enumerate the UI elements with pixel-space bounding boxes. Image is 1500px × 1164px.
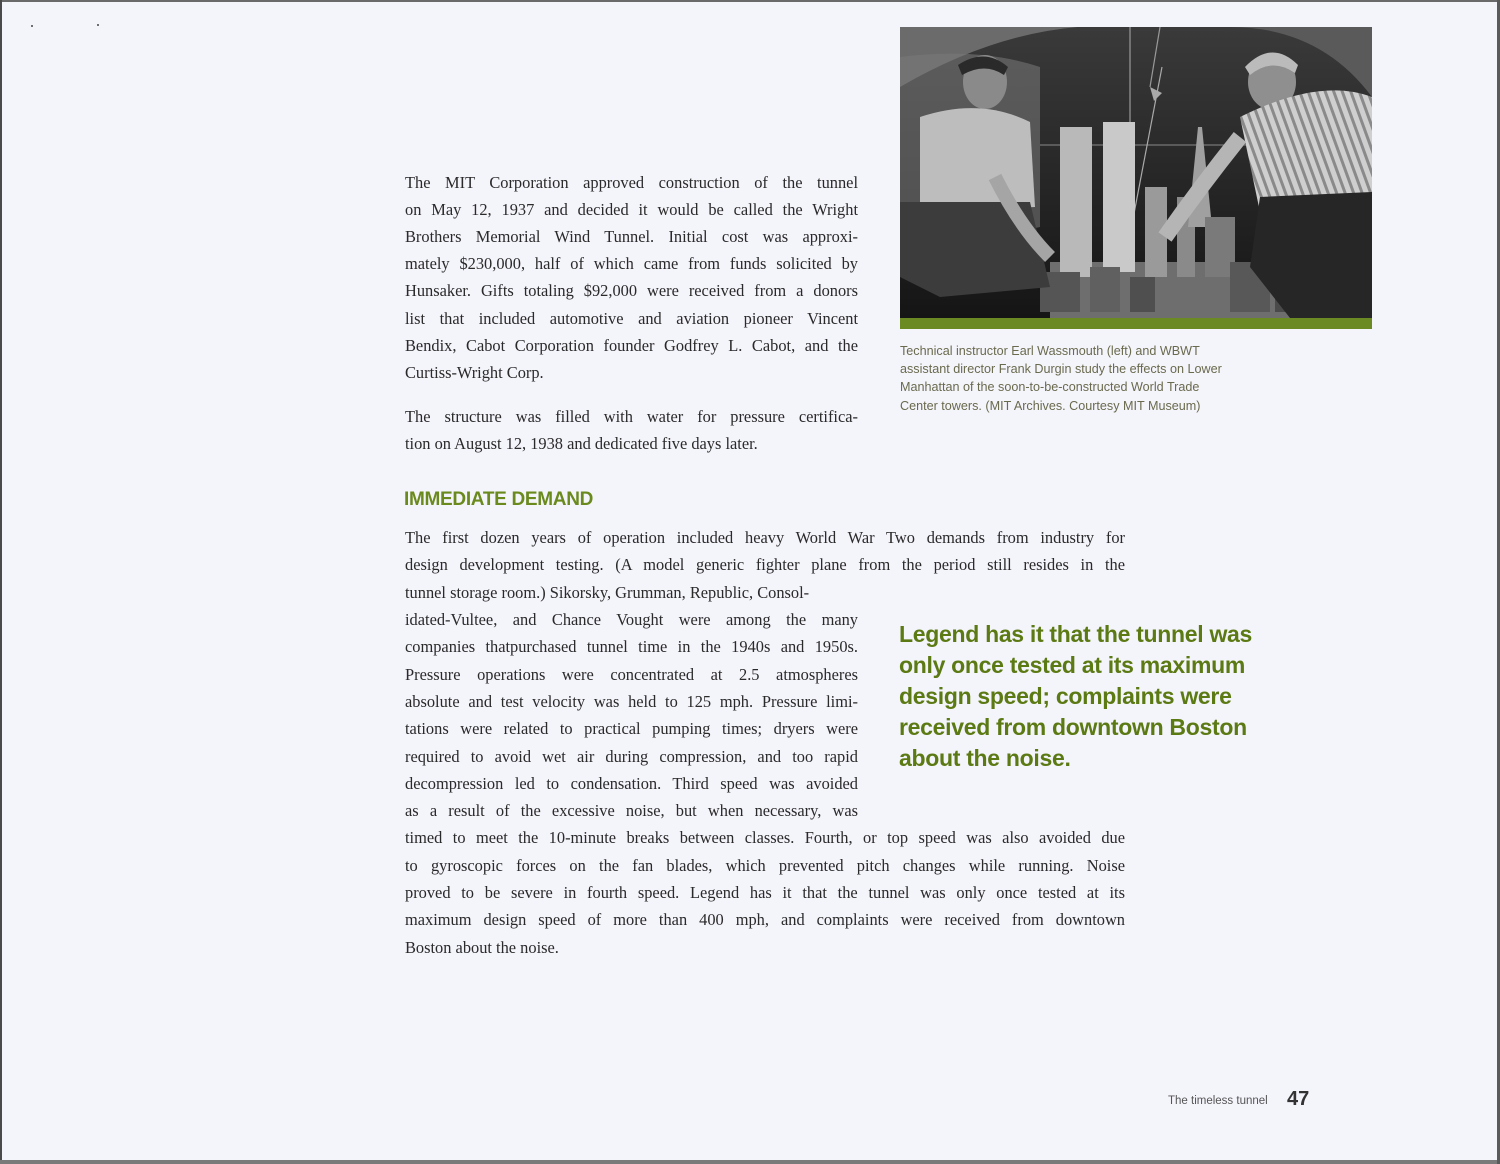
photo-illustration bbox=[900, 27, 1372, 318]
scan-edge-top bbox=[0, 0, 1500, 2]
text-line: Bendix, Cabot Corporation founder Godfrey L. Cabot, and the bbox=[405, 336, 858, 355]
running-footer-title: The timeless tunnel bbox=[1168, 1095, 1268, 1107]
text-line: design development testing. (A model generic fighter plane from the period still resides in the bbox=[405, 555, 1125, 574]
pull-quote-line: only once tested at its maximum bbox=[899, 652, 1246, 678]
text-line: The first dozen years of operation included heavy World War Two demands from industry for bbox=[405, 528, 1125, 547]
page-number: 47 bbox=[1287, 1088, 1310, 1110]
text-line: absolute and test velocity was held to 125 mph. Pressure limi- bbox=[405, 692, 858, 711]
text-line: to gyroscopic forces on the fan blades, which prevented pitch changes while running. Noise bbox=[405, 856, 1125, 875]
caption-line: Manhattan of the soon-to-be-constructed World Trade bbox=[900, 380, 1200, 395]
text-line: Hunsaker. Gifts totaling $92,000 were received from a donors bbox=[405, 281, 858, 300]
text-line: timed to meet the 10-minute breaks between classes. Fourth, or top speed was also avoided due bbox=[405, 828, 1125, 847]
text-line: list that included automotive and aviation pioneer Vincent bbox=[405, 309, 858, 328]
section-heading: IMMEDIATE DEMAND bbox=[404, 489, 594, 510]
caption-line: Center towers. (MIT Archives. Courtesy MIT Museum) bbox=[900, 398, 1201, 413]
text-line: Brothers Memorial Wind Tunnel. Initial cost was approxi- bbox=[405, 227, 858, 246]
text-line: Boston about the noise. bbox=[405, 938, 559, 957]
text-line: The structure was filled with water for pressure certifica- bbox=[405, 407, 858, 426]
scan-edge-bottom bbox=[0, 1160, 1500, 1164]
text-line: decompression led to condensation. Third speed was avoided bbox=[405, 774, 858, 793]
pull-quote-line: received from downtown Boston bbox=[899, 714, 1247, 740]
pull-quote bbox=[899, 619, 1269, 774]
text-line: tunnel storage room.) Sikorsky, Grumman, Republic, Consol- bbox=[405, 583, 810, 602]
text-line: on May 12, 1937 and decided it would be called the Wright bbox=[405, 200, 858, 219]
text-line: required to avoid wet air during compression, and too rapid bbox=[405, 747, 858, 766]
photo-accent-bar bbox=[900, 318, 1372, 329]
photo-caption bbox=[900, 342, 1260, 415]
text-line: The MIT Corporation approved construction of the tunnel bbox=[405, 173, 858, 192]
text-line: tations were related to practical pumping times; dryers were bbox=[405, 719, 858, 738]
text-line: idated-Vultee, and Chance Vought were among the many bbox=[405, 610, 858, 629]
scan-speck bbox=[97, 24, 99, 26]
text-line: maximum design speed of more than 400 mph, and complaints were received from downtown bbox=[405, 910, 1125, 929]
scan-edge-left bbox=[0, 0, 2, 1164]
caption-line: assistant director Frank Durgin study the effects on Lower bbox=[900, 362, 1222, 377]
wind-tunnel-model-photo bbox=[900, 27, 1372, 318]
text-line: Curtiss-Wright Corp. bbox=[405, 363, 544, 382]
text-line: Pressure operations were concentrated at 2.5 atmospheres bbox=[405, 665, 858, 684]
pull-quote-line: design speed; complaints were bbox=[899, 683, 1232, 709]
pull-quote-line: about the noise. bbox=[899, 745, 1071, 771]
text-line: mately $230,000, half of which came from funds solicited by bbox=[405, 254, 858, 273]
text-line: companies thatpurchased tunnel time in the 1940s and 1950s. bbox=[405, 637, 858, 656]
scan-speck bbox=[31, 25, 33, 27]
caption-line: Technical instructor Earl Wassmouth (left) and WBWT bbox=[900, 344, 1200, 358]
text-line: proved to be severe in fourth speed. Legend has it that the tunnel was only once tested at its bbox=[405, 883, 1125, 902]
text-line: tion on August 12, 1938 and dedicated five days later. bbox=[405, 434, 758, 453]
text-line: as a result of the excessive noise, but when necessary, was bbox=[405, 801, 858, 820]
pull-quote-line: Legend has it that the tunnel was bbox=[899, 621, 1253, 647]
